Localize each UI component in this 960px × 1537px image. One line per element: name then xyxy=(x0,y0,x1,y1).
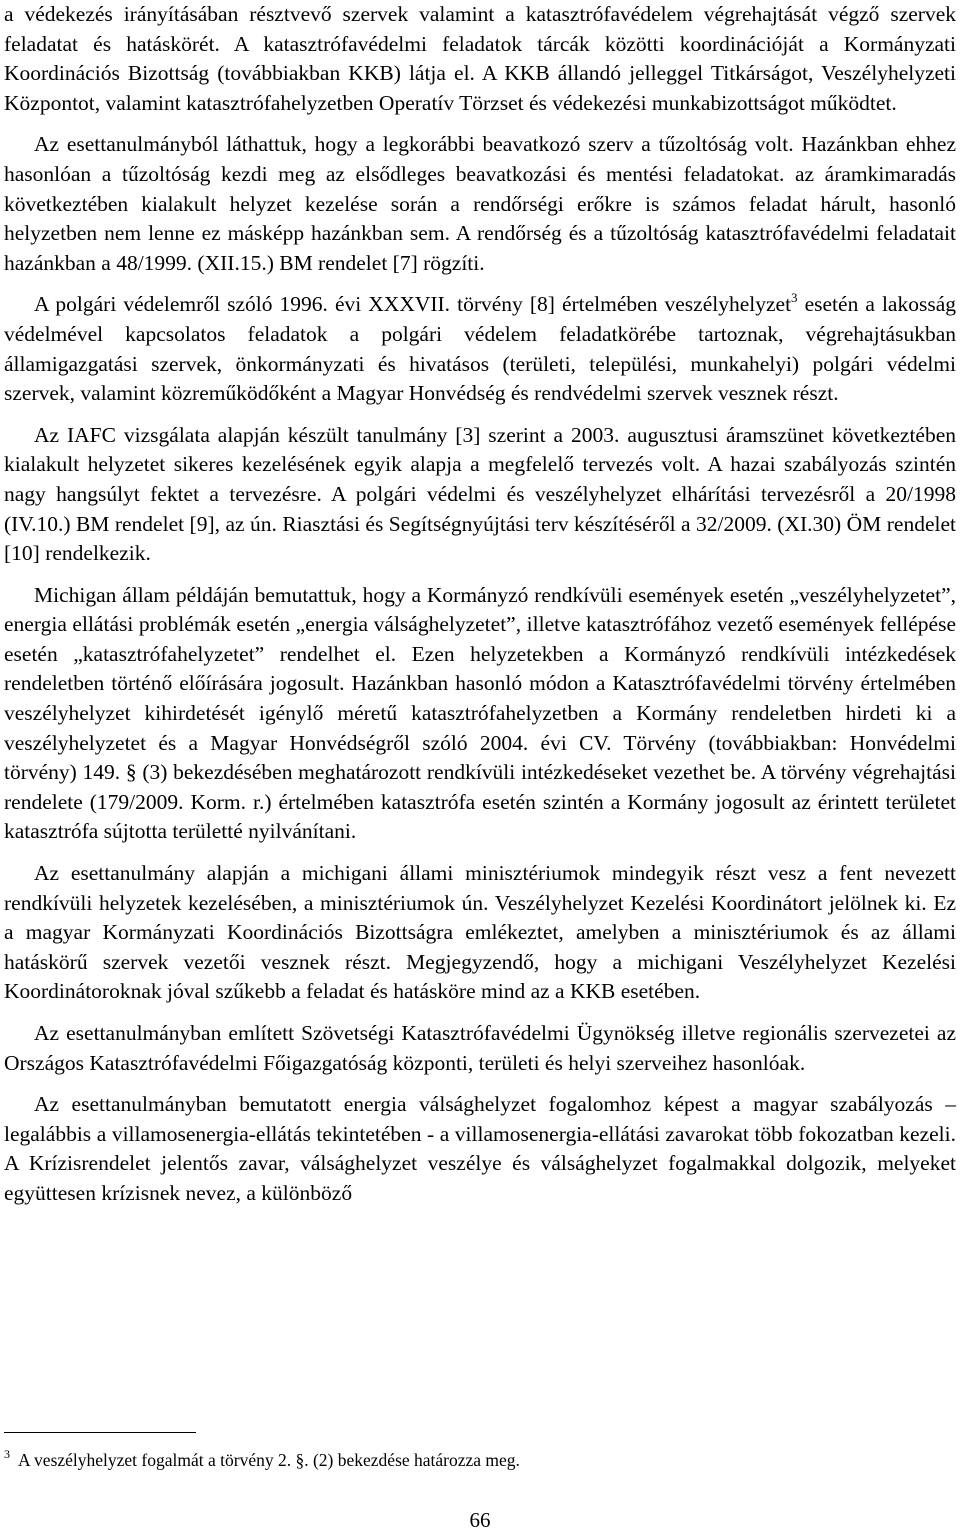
paragraph-3-text: A polgári védelemről szóló 1996. évi XXXVII. törvény [8] értelmében veszélyhelyzet xyxy=(34,292,792,317)
footnote xyxy=(4,1442,904,1472)
footnote-divider xyxy=(4,1432,196,1433)
body-text xyxy=(4,0,956,1209)
page-number: 66 xyxy=(469,1508,491,1532)
paragraph-3 xyxy=(4,290,956,408)
paragraph-3-text-cont: esetén a lakosság védelmével kapcsolatos feladatok a polgári védelem feladatkörébe tartoznak, végrehajtásukban államigazgatási szervek, önkormányzati és hivatásos (területi, települési, munkahelyi) polgári védelmi szervek, valamint közreműködőként a Magyar Honvédség és rendvédelmi szervek vesznek részt. xyxy=(4,292,956,406)
paragraph-5: Michigan állam példáján bemutattuk, hogy a Kormányzó rendkívüli események esetén „veszélyhelyzetet”, energia ellátási problémák esetén „energia válsághelyzetet”, illetve katasztrófához vezető események fellépése esetén „katasztrófahelyzetet” rendelhet el. Ezen helyzetekben a Kormányzó rendkívüli intézkedések rendeletben történő előírására jogosult. Hazánkban hasonló módon a Katasztrófavédelmi törvény értelmében veszélyhelyzet kihirdetését igénylő méretű katasztrófahelyzetben a Kormány rendeletben hirdeti ki a veszélyhelyzetet és a Magyar Honvédségről szóló 2004. évi CV. Törvény (továbbiakban: Honvédelmi törvény) 149. § (3) bekezdésében meghatározott rendkívüli intézkedéseket vezethet be. A törvény végrehajtási rendelete (179/2009. Korm. r.) értelmében katasztrófa esetén szintén a Kormány jogosult az érintett területet katasztrófa sújtotta területté nyilvánítani. xyxy=(4,582,956,844)
paragraph-1: a védekezés irányításában résztvevő szervek valamint a katasztrófavédelem végrehajtását végző szervek feladatat és hatáskörét. A katasztrófavédelmi feladatok tárcák közötti koordinációját a Kormányzati Koordinációs Bizottság (továbbiakban KKB) látja el. A KKB állandó jelleggel Titkárságot, Veszélyhelyzeti Központot, valamint katasztrófahelyzetben Operatív Törzset és védekezési munkabizottságot működtet. xyxy=(4,2,956,115)
paragraph-2: Az esettanulmányból láthattuk, hogy a legkorábbi beavatkozó szerv a tűzoltóság volt. Hazánkban ehhez hasonlóan a tűzoltóság kezdi meg az elsődleges beavatkozási és mentési feladatokat. az áramkimaradás következtében kialakult helyzet kezelése során a rendőrségi erőkre is számos feladat hárult, hasonló helyzetben nem lenne ez másképp hazánkban sem. A rendőrség és a tűzoltóság katasztrófavédelmi feladatait hazánkban a 48/1999. (XII.15.) BM rendelet [7] rögzíti. xyxy=(4,132,956,275)
paragraph-8: Az esettanulmányban bemutatott energia válsághelyzet fogalomhoz képest a magyar szabályozás – legalábbis a villamosenergia-ellátás tekintetében - a villamosenergia-ellátási zavarokat több fokozatban kezeli. A Krízisrendelet jelentős zavar, válsághelyzet veszélye és válsághelyzet fogalmakkal dolgozik, melyeket együttesen krízisnek nevez, a különböző xyxy=(4,1092,956,1205)
paragraph-7: Az esettanulmányban említett Szövetségi Katasztrófavédelmi Ügynökség illetve regionális szervezetei az Országos Katasztrófavédelmi Főigazgatóság központi, területi és helyi szerveihez hasonlóak. xyxy=(4,1021,956,1075)
footnote-number: 3 xyxy=(4,1447,10,1461)
footnote-reference: 3 xyxy=(791,290,798,306)
footnote-text: A veszélyhelyzet fogalmát a törvény 2. §. (2) bekezdése határozza meg. xyxy=(18,1450,520,1470)
paragraph-4: Az IAFC vizsgálata alapján készült tanulmány [3] szerint a 2003. augusztusi áramszünet következtében kialakult helyzetet sikeres kezelésének egyik alapja a megfelelő tervezés volt. A hazai szabályozás szintén nagy hangsúlyt fektet a tervezésre. A polgári védelmi és veszélyhelyzet elhárítási tervezésről a 20/1998 (IV.10.) BM rendelet [9], az ún. Riasztási és Segítségnyújtási terv készítéséről a 32/2009. (XI.30) ÖM rendelet [10] rendelkezik. xyxy=(4,422,956,566)
paragraph-6: Az esettanulmány alapján a michigani állami minisztériumok mindegyik részt vesz a fent nevezett rendkívüli helyzetek kezelésében, a minisztériumok ún. Veszélyhelyzet Kezelési Koordinátort jelölnek ki. Ez a magyar Kormányzati Koordinációs Bizottságra emlékeztet, amelyben a minisztériumok és az állami hatáskörű szervek vezetői vesznek részt. Megjegyzendő, hogy a michigani Veszélyhelyzet Kezelési Koordinátoroknak jóval szűkebb a feladat és hatásköre mind az a KKB esetében. xyxy=(4,861,956,1004)
